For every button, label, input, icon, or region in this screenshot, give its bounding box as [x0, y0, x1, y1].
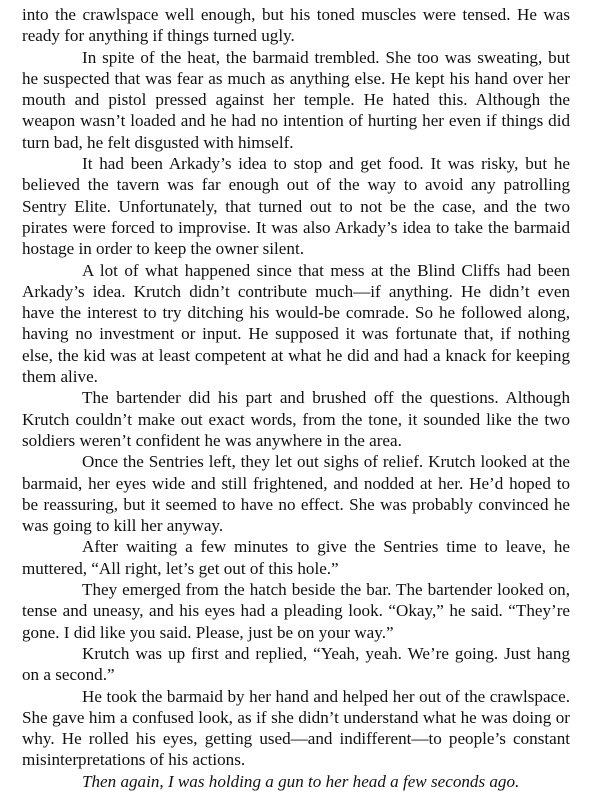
paragraph-6: Once the Sentries left, they let out sighs of relief. Krutch looked at the barmaid, her eyes wide and still frightened, and nodded at her. He’d hoped to be reassuring, but it seemed to have no effect. She was probably convinced he was going to kill her anyway. [22, 452, 570, 536]
paragraph-1: into the crawlspace well enough, but his toned muscles were tensed. He was ready for anything if things turned ugly. [22, 5, 570, 46]
book-page [22, 4, 570, 792]
paragraph-10: He took the barmaid by her hand and helped her out of the crawlspace. She gave him a confused look, as if she didn’t understand what he was doing or why. He rolled his eyes, getting used—and indifferent—to people’s constant misinterpretations of his actions. [22, 686, 570, 770]
paragraph-4: A lot of what happened since that mess at the Blind Cliffs had been Arkady’s idea. Krutch didn’t contribute much—if anything. He didn’t even have the interest to try ditching his would-be comrade. So he followed along, having no investment or input. He supposed it was fortunate that, if nothing else, the kid was at least competent at what he did and had a knack for keeping them alive. [22, 260, 570, 387]
paragraph-11-italic-thought: Then again, I was holding a gun to her head a few seconds ago. [82, 771, 520, 791]
paragraph-8: They emerged from the hatch beside the bar. The bartender looked on, tense and uneasy, and his eyes had a pleading look. “Okay,” he said. “They’re gone. I did like you said. Please, just be on your way.” [22, 580, 570, 642]
paragraph-3: It had been Arkady’s idea to stop and get food. It was risky, but he believed the tavern was far enough out of the way to avoid any patrolling Sentry Elite. Unfortunately, that turned out to not be the case, and the two pirates were forced to improvise. It was also Arkady’s idea to take the barmaid hostage in order to keep the owner silent. [22, 154, 570, 259]
paragraph-2: In spite of the heat, the barmaid trembled. She too was sweating, but he suspected that was fear as much as anything else. He kept his hand over her mouth and pistol pressed against her temple. He hated this. Although the weapon wasn’t loaded and he had no intention of hurting her even if things did turn bad, he felt disgusted with himself. [22, 47, 570, 152]
paragraph-7: After waiting a few minutes to give the Sentries time to leave, he muttered, “All right, let’s get out of this hole.” [22, 537, 570, 578]
paragraph-5: The bartender did his part and brushed off the questions. Although Krutch couldn’t make out exact words, from the tone, it sounded like the two soldiers weren’t confident he was anywhere in the area. [22, 388, 570, 450]
paragraph-9: Krutch was up first and replied, “Yeah, yeah. We’re going. Just hang on a second.” [22, 643, 570, 685]
